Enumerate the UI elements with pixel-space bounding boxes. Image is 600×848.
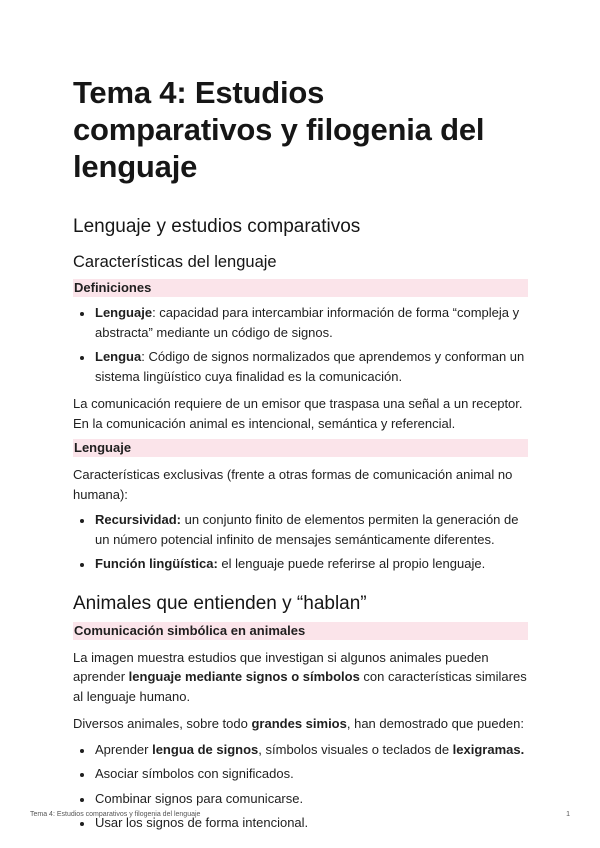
list-item <box>94 510 528 549</box>
term-lengua: Lengua <box>95 349 142 364</box>
page-number: 1 <box>566 811 570 818</box>
list-item <box>94 740 528 760</box>
item-text: el lenguaje puede referirse al propio lenguaje. <box>217 556 486 571</box>
characteristics-list <box>73 510 528 574</box>
paragraph-caracteristicas: Características exclusivas (frente a otras formas de comunicación animal no humana): <box>73 467 513 502</box>
bold-text: lenguaje mediante signos o símbolos <box>128 669 360 684</box>
definition-text: : capacidad para intercambiar información de forma “compleja y abstracta” mediante un código de signos. <box>95 305 520 340</box>
abilities-list <box>73 740 528 833</box>
term-recursividad: Recursividad: <box>95 512 181 527</box>
list-item: • Usar los signos de forma intencional. <box>94 813 528 833</box>
text: Diversos animales, sobre todo <box>73 716 252 731</box>
list-item <box>94 303 528 342</box>
list-item: • Asociar símbolos con significados. <box>94 764 528 784</box>
text: La imagen muestra estudios que investigan si algunos animales pueden aprender <box>73 649 489 684</box>
list-item <box>94 554 528 574</box>
text: Aprender <box>95 741 153 757</box>
bold-text: grandes simios <box>251 716 347 731</box>
bold-text: lexigramas. <box>452 741 525 757</box>
term-funcion-linguistica: Función lingüística: <box>95 556 218 571</box>
paragraph-animales <box>73 714 528 734</box>
text: , han demostrado que pueden: <box>346 716 524 731</box>
footer-title: Tema 4: Estudios comparativos y filogenia del lenguaje <box>30 811 201 818</box>
subheading-caracteristicas: Características del lenguaje <box>73 253 277 271</box>
band-definiciones: Definiciones <box>73 279 528 297</box>
text: , símbolos visuales o teclados de <box>258 741 453 757</box>
document-page <box>73 74 528 838</box>
definitions-list <box>73 303 528 386</box>
page-footer <box>30 811 570 818</box>
band-comunicacion-simbolica: Comunicación simbólica en animales <box>73 622 528 640</box>
item-text: un conjunto finito de elementos permiten la generación de un número potencial infinito de mensajes semánticamente diferentes. <box>95 512 519 547</box>
section-heading-animales: Animales que entienden y “hablan” <box>73 592 367 614</box>
definition-text: : Código de signos normalizados que aprendemos y conforman un sistema lingüístico cuya finalidad es la comunicación. <box>95 349 525 384</box>
paragraph-comunicacion: La comunicación requiere de un emisor que traspasa una señal a un receptor. En la comunicación animal es intencional, semántica y referencial. <box>73 396 523 431</box>
page-title: Tema 4: Estudios comparativos y filogenia del lenguaje <box>73 75 485 184</box>
bold-text: lengua de signos <box>152 741 259 757</box>
section-heading-lenguaje: Lenguaje y estudios comparativos <box>73 216 361 237</box>
band-lenguaje: Lenguaje <box>73 439 528 457</box>
paragraph-imagen <box>73 648 528 707</box>
text: con características similares al lenguaje humano. <box>73 669 527 704</box>
term-lenguaje: Lenguaje <box>95 305 153 320</box>
list-item <box>94 347 528 386</box>
list-item: • Combinar signos para comunicarse. <box>94 789 528 809</box>
